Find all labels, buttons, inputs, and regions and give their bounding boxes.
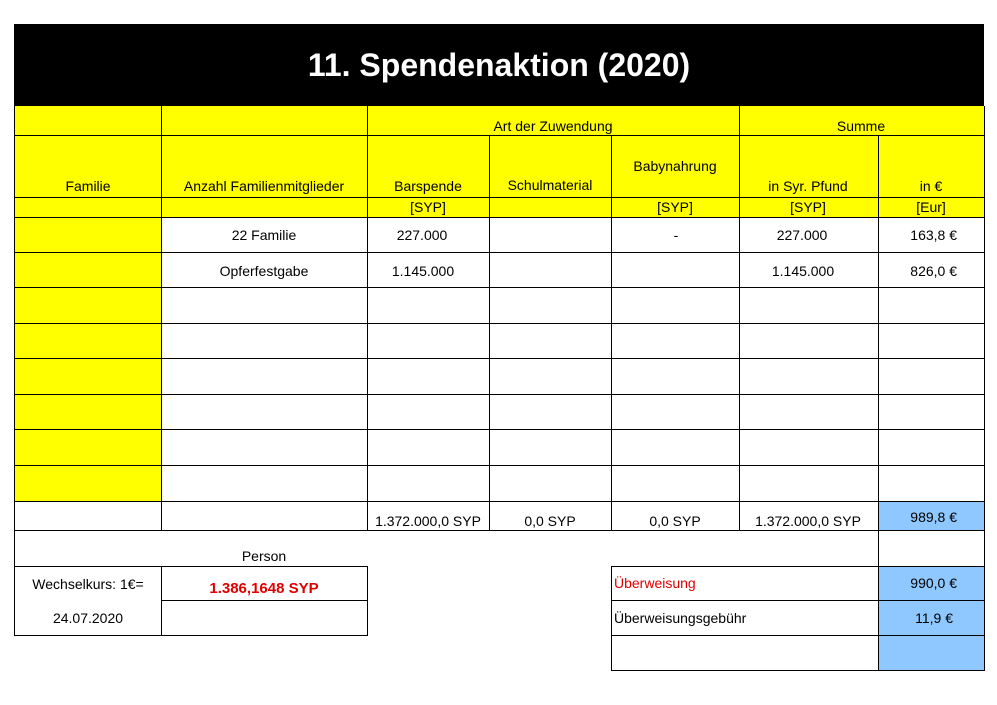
unit-barspende: [SYP]	[410, 199, 446, 215]
unit-eur: [Eur]	[916, 199, 946, 215]
table-row-1-anzahl: 22 Familie	[231, 227, 297, 243]
exchange-rate-value: 1.386,1648 SYP	[209, 580, 319, 597]
table-row-1-barspende: 227.000	[396, 227, 448, 243]
transfer-value: 990,0 €	[910, 575, 957, 591]
table-row-2-eur: 826,0 €	[910, 263, 957, 279]
total-eur: 989,8 €	[910, 509, 957, 525]
total-babynahrung: 0,0 SYP	[649, 513, 701, 529]
header-summe: Summe	[836, 118, 886, 134]
table-row-2-syr: 1.145.000	[771, 263, 835, 279]
header-familie: Familie	[65, 178, 111, 194]
total-barspende: 1.372.000,0 SYP	[375, 513, 481, 529]
header-barspende: Barspende	[394, 178, 462, 194]
person-label: Person	[241, 548, 287, 564]
header-in-syr-pfund: in Syr. Pfund	[768, 178, 848, 194]
table-row-2-barspende: 1.145.000	[391, 263, 455, 279]
exchange-rate-label: Wechselkurs: 1€=	[32, 576, 144, 592]
table-row-2-anzahl: Opferfestgabe	[219, 263, 309, 279]
header-babynahrung: Babynahrung	[633, 158, 717, 174]
header-art-der-zuwendung: Art der Zuwendung	[493, 118, 613, 134]
sheet-title: 11. Spendenaktion (2020)	[14, 24, 984, 106]
unit-babynahrung: [SYP]	[657, 199, 693, 215]
familie-column-fill	[14, 217, 161, 501]
header-schulmaterial: Schulmaterial	[507, 177, 593, 193]
table-row-1-eur: 163,8 €	[910, 227, 957, 243]
transfer-fee-value: 11,9 €	[915, 610, 953, 626]
header-in-eur: in €	[919, 178, 943, 194]
table-row-1-babynahrung: -	[673, 227, 679, 243]
total-schulmaterial: 0,0 SYP	[524, 513, 576, 529]
unit-syr-pfund: [SYP]	[790, 199, 826, 215]
total-syr: 1.372.000,0 SYP	[755, 513, 861, 529]
exchange-date: 24.07.2020	[52, 610, 124, 626]
table-row-1-syr: 227.000	[776, 227, 828, 243]
transfer-fee-label: Überweisungsgebühr	[614, 610, 747, 626]
header-anzahl: Anzahl Familienmitglieder	[183, 178, 345, 194]
transfer-label: Überweisung	[614, 575, 696, 591]
